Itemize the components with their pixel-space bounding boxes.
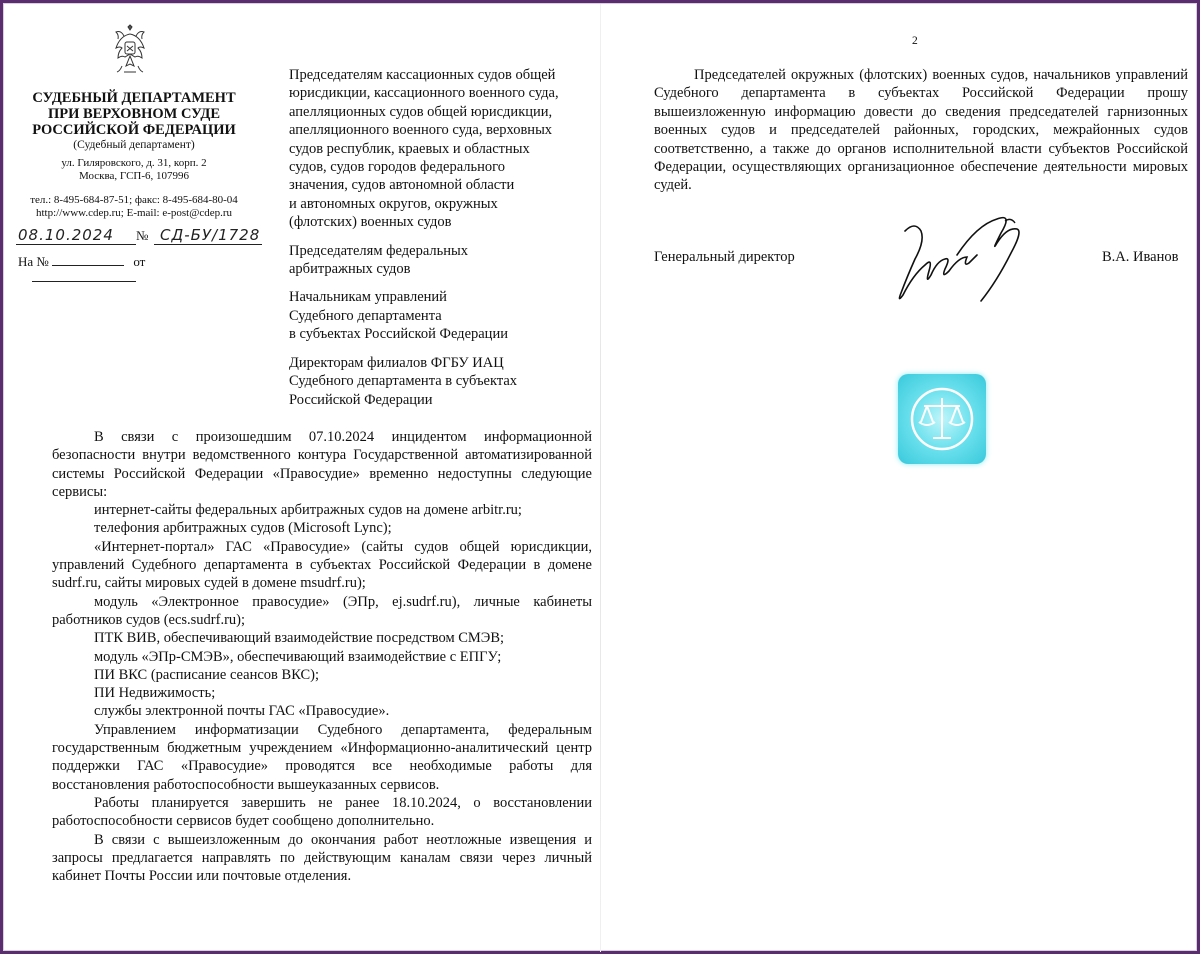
registration-number: СД-БУ/1728 [154, 226, 262, 245]
deadline-paragraph: Работы планируется завершить не ранее 18.10.2024, о восстановлении работоспособности сервисов будет сообщено дополнительно. [52, 794, 592, 830]
restore-paragraph: Управлением информатизации Судебного департамента, федеральным государственным бюджетным учреждением «Информационно-аналитический центр поддержки ГАС «Правосудие» проводятся все необходимые работы для восстановления работоспособности вышеуказанных сервисов. [52, 721, 592, 793]
org-name-line: ПРИ ВЕРХОВНОМ СУДЕ [47, 106, 221, 122]
reference-date-label: от [133, 254, 146, 269]
address-line: ул. Гиляровского, д. 31, корп. 2 [61, 157, 207, 169]
service-item: модуль «Электронное правосудие» (ЭПр, ej.sudrf.ru), личные кабинеты работников судов (ecs.sudrf.ru); [52, 593, 592, 628]
reference-line [18, 254, 264, 270]
org-contacts [12, 194, 256, 220]
letter-body [52, 428, 592, 885]
reference-date-blank [32, 270, 136, 282]
page-number: 2 [912, 35, 918, 47]
service-item: модуль «ЭПр-СМЭВ», обеспечивающий взаимодействие с ЕПГУ; [94, 648, 502, 665]
contacts-line: тел.: 8-495-684-87-51; факс: 8-495-684-80-04 [30, 194, 238, 206]
service-item: ПИ ВКС (расписание сеансов ВКС); [94, 666, 320, 683]
scales-of-justice-seal-icon [898, 374, 986, 464]
org-name-line: СУДЕБНЫЙ ДЕПАРТАМЕНТ [32, 90, 236, 106]
addressee: Директорам филиалов ФГБУ ИАЦ Судебного департамента в субъектах Российской Федерации [289, 354, 518, 408]
service-item: телефония арбитражных судов (Microsoft Lync); [94, 520, 392, 537]
reference-number-blank [52, 254, 124, 266]
registration-line [12, 226, 264, 248]
address-line: Москва, ГСП-6, 107996 [78, 170, 190, 182]
registration-date: 08.10.2024 [16, 226, 136, 245]
addressee-block [289, 66, 589, 419]
handwritten-signature-icon [887, 209, 1047, 319]
service-item: службы электронной почты ГАС «Правосудие». [94, 703, 390, 720]
page-1 [4, 4, 599, 952]
reference-number-label: На № [18, 254, 49, 269]
addressee: Начальникам управлений Судебного департамента в субъектах Российской Федерации [289, 289, 508, 343]
contacts-line: http://www.cdep.ru; E-mail: e-post@cdep.ru [35, 207, 233, 219]
requests-paragraph: В связи с вышеизложенным до окончания работ неотложные извещения и запросы предлагается направлять по действующим каналам связи через личный кабинет Почты России или почтовые отделения. [52, 831, 592, 885]
addressee: Председателям федеральных арбитражных судов [289, 242, 468, 278]
signer-name: В.А. Иванов [1102, 249, 1179, 265]
document-frame [3, 3, 1197, 951]
org-short-name: (Судебный департамент) [73, 139, 195, 151]
page-divider [600, 4, 601, 952]
org-address [12, 157, 256, 183]
org-name [12, 90, 256, 138]
continuation-paragraph: Председателей окружных (флотских) военных судов, начальников управлений Судебного департамента в субъектах Российской Федерации прошу вышеизложенную информацию довести до сведения председателей гарнизонных военных судов и председателей районных, городских, межрайонных судов соответственно, а также до органов исполнительной власти субъектов Российской Федерации, осуществляющих организационное обеспечение деятельности мировых судей. [654, 67, 1188, 194]
signer-title: Генеральный директор [654, 249, 795, 265]
registration-number-label: № [136, 228, 149, 243]
service-item: интернет-сайты федеральных арбитражных судов на домене arbitr.ru; [94, 502, 522, 519]
service-item: ПИ Недвижимость; [94, 685, 216, 702]
double-headed-eagle-emblem-icon [110, 24, 150, 86]
org-name-line: РОССИЙСКОЙ ФЕДЕРАЦИИ [32, 122, 236, 138]
service-item: ПТК ВИВ, обеспечивающий взаимодействие посредством СМЭВ; [94, 630, 505, 647]
page-2 [602, 4, 1198, 952]
service-item: «Интернет-портал» ГАС «Правосудие» (сайты судов общей юрисдикции, управлений Судебного департамента в субъектах Российской Федерации в домене sudrf.ru, сайты мировых судей в домене msudrf.ru); [52, 538, 592, 592]
addressee: Председателям кассационных судов общей юрисдикции, кассационного военного суда, апелляционных судов общей юрисдикции, апелляционного военного суда, верховных судов республик, краевых и областных судов, судов городов федерального значения, судов автономной области и автономных округов, окружных (флотских) военных судов [289, 67, 559, 231]
intro-paragraph: В связи с произошедшим 07.10.2024 инцидентом информационной безопасности внутри ведомственного контура Государственной автоматизированной системы Российской Федерации «Правосудие» временно недоступны следующие сервисы: [52, 429, 592, 500]
